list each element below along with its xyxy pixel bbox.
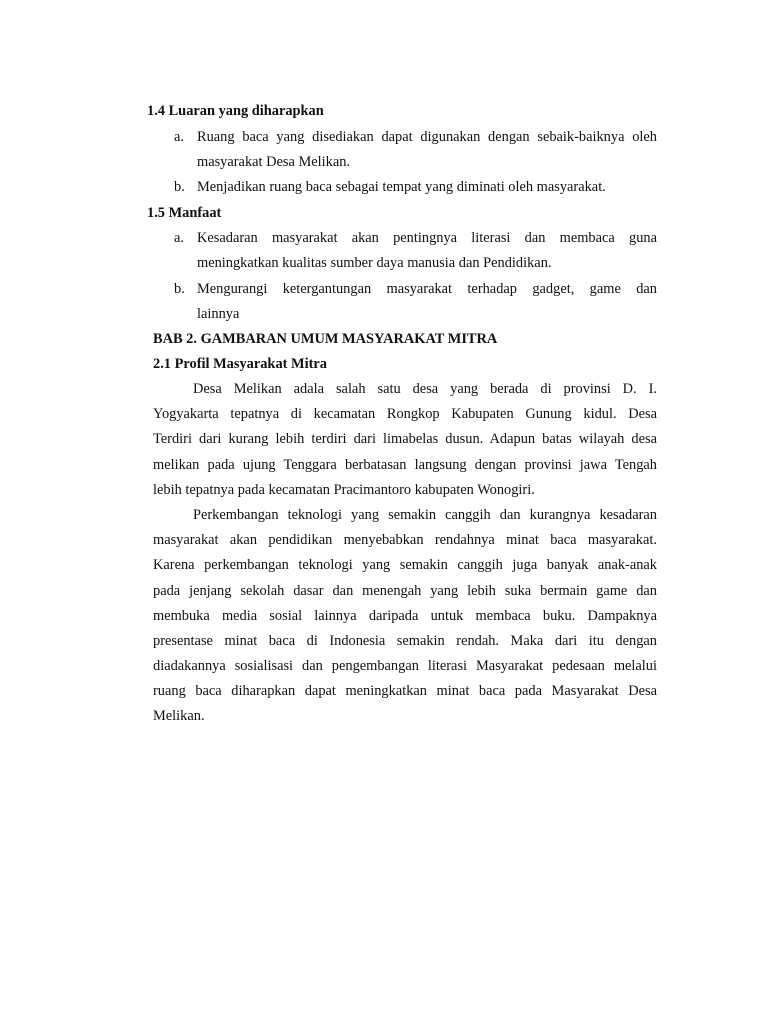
list-item-text: meningkatkan kualitas sumber daya manusia dan Pendidikan. — [197, 255, 552, 271]
paragraph-line: lebih tepatnya pada kecamatan Pracimantoro kabupaten Wonogiri. — [153, 482, 535, 498]
list-item-text: lainnya — [197, 306, 240, 322]
section-heading-2-1: 2.1 Profil Masyarakat Mitra — [153, 356, 327, 372]
list-item-text: Ruang baca yang disediakan dapat digunakan dengan sebaik-baiknya oleh — [197, 129, 657, 145]
paragraph-line: Desa Melikan adala salah satu desa yang berada di provinsi D. I. — [193, 381, 657, 397]
paragraph-line: melikan pada ujung Tenggara berbatasan langsung dengan provinsi jawa Tengah — [153, 457, 657, 473]
paragraph-line: Perkembangan teknologi yang semakin canggih dan kurangnya kesadaran — [193, 507, 657, 523]
paragraph-line: ruang baca diharapkan dapat meningkatkan minat baca pada Masyarakat Desa — [153, 683, 657, 699]
paragraph-line: Karena perkembangan teknologi yang semakin canggih juga banyak anak-anak — [153, 557, 657, 573]
list-marker: a. — [174, 230, 184, 246]
list-marker: b. — [174, 281, 185, 297]
list-item-text: masyarakat Desa Melikan. — [197, 154, 351, 170]
list-marker: b. — [174, 179, 185, 195]
paragraph-line: diadakannya sosialisasi dan pengembangan literasi Masyarakat pedesaan melalui — [153, 658, 657, 674]
section-heading-1-4: 1.4 Luaran yang diharapkan — [147, 103, 324, 119]
paragraph-line: Yogyakarta tepatnya di kecamatan Rongkop Kabupaten Gunung kidul. Desa — [153, 406, 657, 422]
paragraph-line: membuka media sosial lainnya daripada untuk membaca buku. Dampaknya — [153, 608, 657, 624]
section-heading-1-5: 1.5 Manfaat — [147, 205, 222, 221]
paragraph-line: presentase minat baca di Indonesia semakin rendah. Maka dari itu dengan — [153, 633, 657, 649]
paragraph-line: pada jenjang sekolah dasar dan menengah yang lebih suka bermain game dan — [153, 583, 657, 599]
list-marker: a. — [174, 129, 184, 145]
list-item-text: Menjadikan ruang baca sebagai tempat yang diminati oleh masyarakat. — [197, 179, 606, 195]
paragraph-line: Terdiri dari kurang lebih terdiri dari limabelas dusun. Adapun batas wilayah desa — [153, 431, 657, 447]
list-item-text: Kesadaran masyarakat akan pentingnya literasi dan membaca guna — [197, 230, 657, 246]
paragraph-line: Melikan. — [153, 708, 205, 724]
paragraph-line: masyarakat akan pendidikan menyebabkan rendahnya minat baca masyarakat. — [153, 532, 657, 548]
list-item-text: Mengurangi ketergantungan masyarakat terhadap gadget, game dan — [197, 281, 657, 297]
chapter-heading: BAB 2. GAMBARAN UMUM MASYARAKAT MITRA — [153, 331, 498, 347]
